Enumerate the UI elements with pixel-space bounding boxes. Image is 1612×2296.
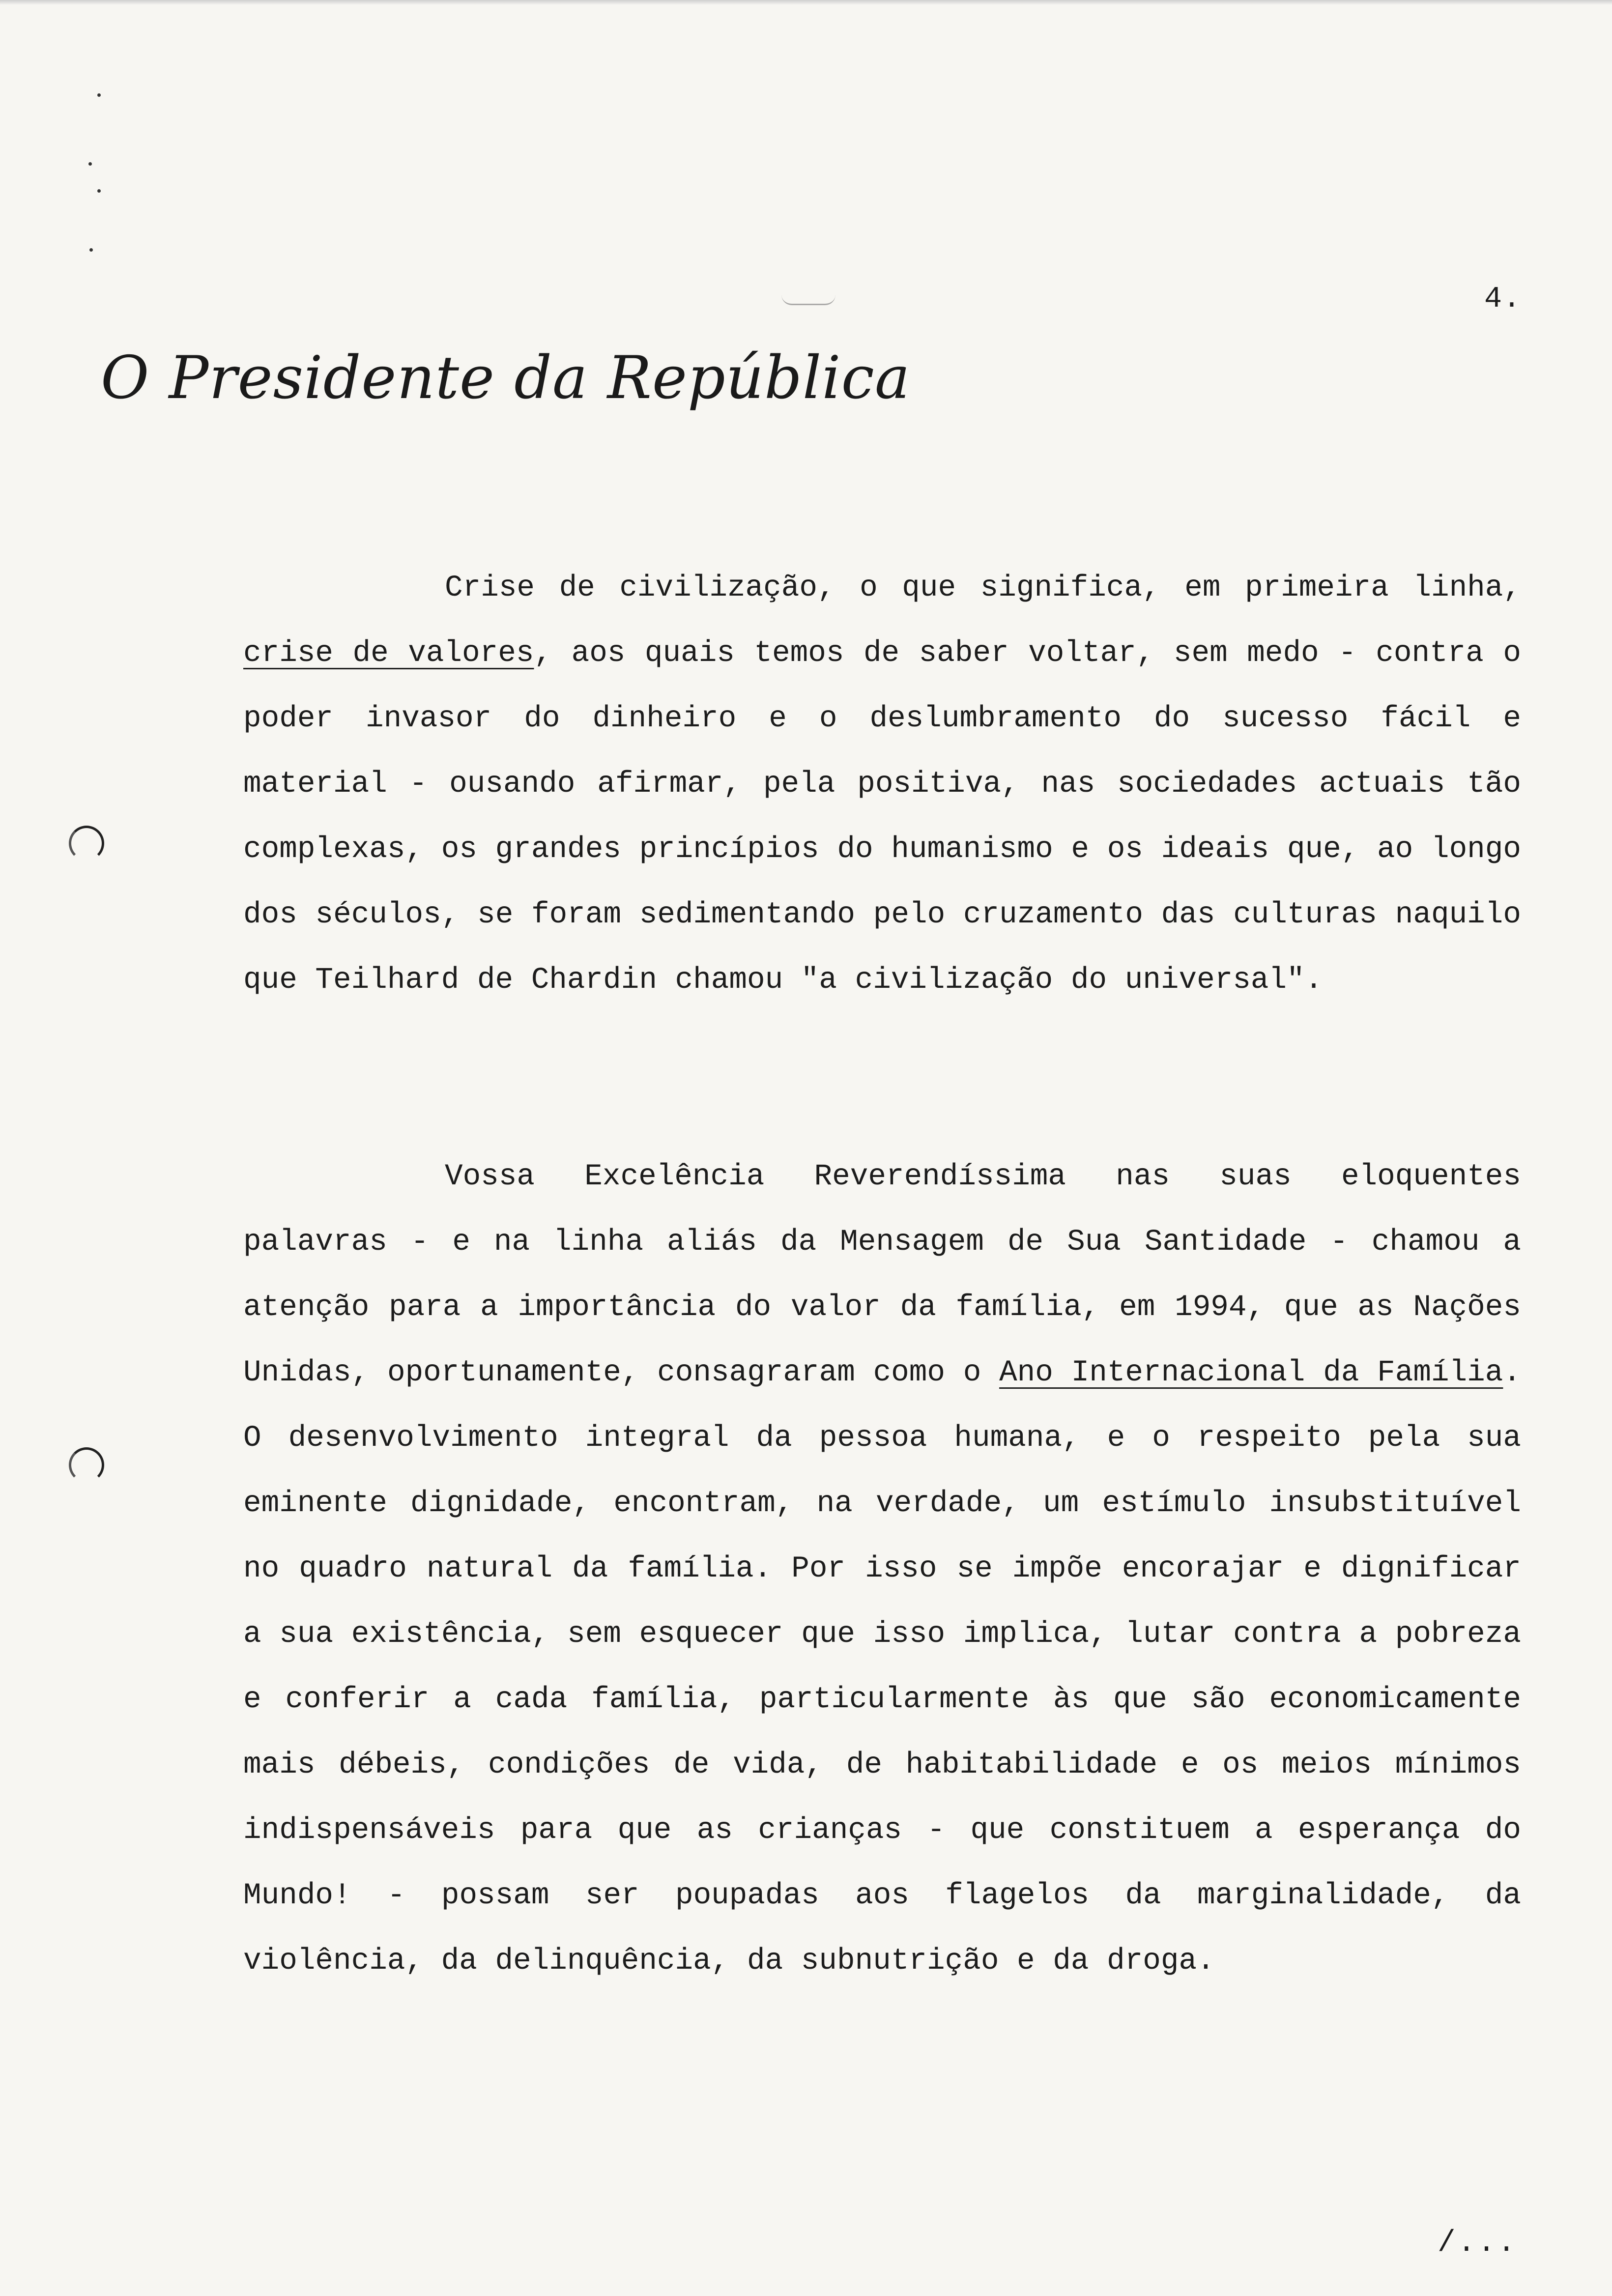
continuation-mark: /... <box>1438 2226 1518 2260</box>
scan-top-edge <box>0 0 1612 5</box>
letterhead-signature: O Presidente da República <box>101 344 911 412</box>
text-segment: Vossa Excelência Reverendíssima nas suas eloquentes palavras - e na linha aliás da Mensagem de Sua Santidade - chamou a atenção para a importância do valor da família, em 1994, que as Nações Unidas, oportunamente, consagraram como o <box>243 1160 1521 1390</box>
punch-hole <box>69 826 104 861</box>
margin-mark <box>88 162 92 166</box>
text-segment: Crise de civilização, o que significa, em primeira linha, <box>445 571 1521 605</box>
page-number: 4. <box>1484 283 1522 316</box>
text-segment: , aos quais temos de saber voltar, sem medo - contra o poder invasor do dinheiro e o deslumbramento do sucesso fácil e material - ousando afirmar, pela positiva, nas sociedades actuais tão complexas, os grandes princípios do humanismo e os ideais que, ao longo dos séculos, se foram sedimentando pelo cruzamento das culturas naquilo que Teilhard de Chardin chamou "a civilização do universal". <box>243 636 1521 997</box>
text-segment: . O desenvolvimento integral da pessoa humana, e o respeito pela sua eminente dignidade, encontram, na verdade, um estímulo insubstituível no quadro natural da família. Por isso se impõe encorajar e dignificar a sua existência, sem esquecer que isso implica, lutar contra a pobreza e conferir a cada família, particularmente às que são economicamente mais débeis, condições de vida, de habitabilidade e os meios mínimos indispensáveis para que as crianças - que constituem a esperança do Mundo! - possam ser poupadas aos flagelos da marginalidade, da violência, da delinquência, da subnutrição e da droga. <box>243 1356 1522 1978</box>
underlined-phrase: crise de valores <box>243 636 534 670</box>
punch-hole <box>69 1447 104 1483</box>
margin-mark <box>89 248 93 252</box>
margin-mark <box>97 93 101 97</box>
paragraph <box>243 1144 1521 1994</box>
margin-mark <box>97 189 101 193</box>
scan-smudge <box>781 295 835 305</box>
underlined-phrase: Ano Internacional da Família <box>999 1356 1503 1390</box>
paragraph <box>243 555 1521 1013</box>
